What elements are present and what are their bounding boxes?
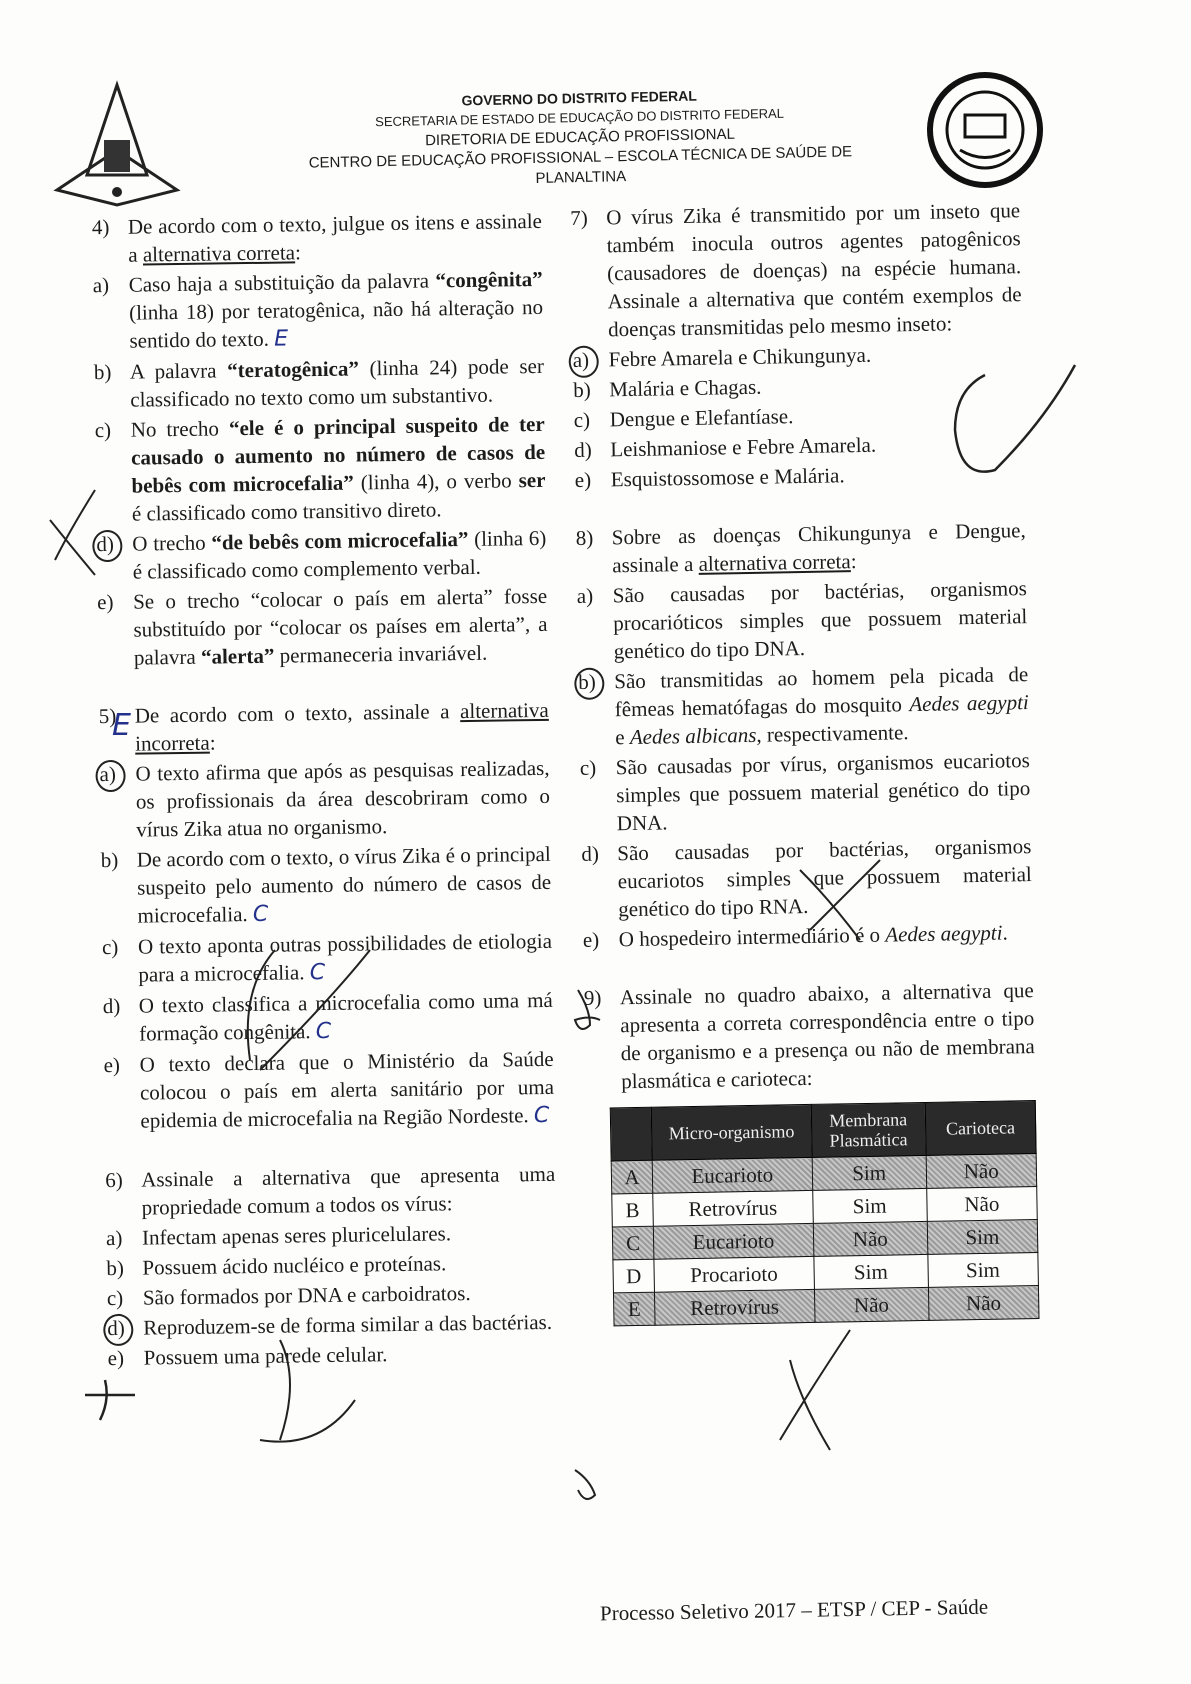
row-letter: D [613,1259,655,1293]
school-seal-icon [920,70,1050,190]
option-text: Dengue e Elefantíase. [609,404,794,432]
cell-karyotheca: Sim [927,1220,1038,1255]
question-stem: De acordo com o texto, assinale a alternativa incorreta: [134,697,549,756]
option-text: Possuem uma parede celular. [143,1342,388,1370]
question-6 [105,1160,558,1372]
option-letter: e) [574,467,592,492]
handwritten-mark: C [309,960,326,986]
header-membrane: Membrana Plasmática [811,1102,926,1157]
answer-circle [103,1314,133,1346]
option-letter: d) [581,841,600,866]
option-c[interactable] [107,1278,557,1312]
brasilia-emblem-icon [52,80,182,210]
option-letter: d) [107,1314,143,1342]
cell-organism: Eucarioto [653,1223,813,1259]
option-b[interactable] [578,660,1029,752]
row-letter: E [613,1292,655,1326]
row-letter: A [611,1160,653,1194]
option-text: Infectam apenas seres pluricelulares. [141,1221,452,1250]
option-letter: c) [94,417,112,443]
option-letter: b) [573,377,591,402]
cell-organism: Retrovírus [654,1289,814,1325]
organism-table [610,1100,1040,1326]
option-text: Possuem ácido nucléico e proteínas. [142,1251,447,1280]
option-letter: d) [574,437,592,462]
cell-organism: Retrovírus [653,1190,813,1226]
footer-text: Processo Seletivo 2017 – ETSP / CEP - Saúde [599,1594,989,1626]
option-letter: e) [107,1345,125,1371]
option-text: De acordo com o texto, o vírus Zika é o principal suspeito pelo aumento do número de casos de microcefalia. C [136,841,552,928]
header-line-3: DIRETORIA DE EDUCAÇÃO PROFISSIONAL [424,125,736,150]
option-c[interactable] [102,927,553,990]
option-text: São formados por DNA e carboidratos. [142,1281,471,1310]
handwritten-mark: C [252,901,269,928]
option-letter: a) [105,1225,123,1251]
option-b[interactable] [94,352,545,414]
option-letter: e) [96,589,114,615]
option-text: Esquistossomose e Malária. [610,463,845,492]
option-text: O texto classifica a microcefalia como uma má formação congênita. C [138,987,553,1046]
cell-karyotheca: Não [926,1154,1037,1189]
question-number: 8) [575,525,594,550]
option-letter: d) [102,993,121,1019]
option-text: O texto aponta outras possibilidades de etiologia para a microcefalia. C [137,928,553,987]
option-text: Reproduzem-se de forma similar a das bactérias. [143,1309,553,1340]
option-text: São transmitidas ao homem pela picada de fêmeas hematófagas do mosquito Aedes aegypti e Aedes albicans, respectivamente. [614,662,1029,750]
question-7 [570,196,1025,494]
option-letter: a) [572,345,608,374]
option-e[interactable] [108,1338,558,1372]
question-stem: De acordo com o texto, julgue os itens e assinale a alternativa correta: [127,208,543,267]
header-text [279,82,881,195]
option-letter: e) [582,927,600,952]
question-4 [92,207,548,672]
option-text: Malária e Chagas. [609,374,762,402]
header-letter [610,1107,652,1161]
cell-membrane: Sim [812,1155,927,1190]
question-number: 4) [91,214,110,240]
page-header [0,80,1191,200]
cell-karyotheca: Sim [928,1253,1039,1288]
question-stem: O vírus Zika é transmitido por um inseto que também inocula outros agentes patogênicos (causadores de doenças) na espécie humana. Assinale a alternativa que contém exemplos de doenças transmitidas pelo mesmo inseto: [606,198,1022,342]
option-letter: b) [106,1255,125,1281]
option-text: O hospedeiro intermediário é o Aedes aegypti. [618,920,1008,952]
option-e[interactable] [103,1045,554,1136]
left-column [92,207,559,1402]
cell-karyotheca: Não [926,1187,1037,1222]
option-text: Caso haja a substituição da palavra “congênita” (linha 18) por teratogênica, não há alteração no sentido do texto. E [128,266,544,353]
option-text: São causadas por bactérias, organismos procarióticos simples que possuem material genético do tipo DNA. [612,576,1028,664]
right-column [570,196,1040,1357]
option-text: O texto declara que o Ministério da Saúde colocou o país em alerta sanitário por uma epidemia de microcefalia na Região Nordeste. C [139,1046,555,1133]
option-b[interactable] [106,1248,556,1282]
cell-membrane: Não [813,1221,928,1256]
handwritten-mark: C [533,1102,550,1129]
option-letter: c) [579,755,597,780]
option-a[interactable] [577,574,1028,666]
option-e[interactable] [575,458,1025,494]
table-row[interactable] [613,1286,1039,1326]
option-text: Se o trecho “colocar o país em alerta” fosse substituído por “colocar os países em alerta”, a palavra “alerta” permaneceria invariável. [132,583,548,670]
option-a[interactable] [93,265,544,356]
table-header-row [610,1101,1036,1161]
handwritten-mark: E [273,326,289,352]
cell-organism: Eucarioto [652,1157,812,1193]
option-text: Febre Amarela e Chikungunya. [608,342,872,372]
option-text: São causadas por bactérias, organismos eucariotos simples que possuem material genético do tipo RNA. [617,834,1032,922]
option-c[interactable] [580,746,1031,838]
option-d[interactable] [581,832,1032,924]
option-d[interactable] [103,986,554,1049]
option-letter: c) [101,934,119,960]
option-c[interactable] [95,410,547,528]
option-e[interactable] [97,582,548,672]
cell-organism: Procarioto [654,1256,814,1292]
answer-circle [574,667,605,700]
option-letter: b) [93,359,112,385]
question-number: 7) [570,205,588,231]
option-letter: a) [576,583,594,608]
question-9 [584,976,1040,1327]
option-e[interactable] [583,918,1033,954]
question-5 [99,696,555,1136]
question-number: 9) [583,985,602,1010]
option-letter: b) [578,667,615,752]
option-d[interactable] [107,1308,557,1342]
question-number: 6) [105,1167,123,1193]
header-karyotheca: Carioteca [925,1101,1036,1156]
option-text: No trecho “ele é o principal suspeito de ter causado o aumento no número de casos de bebês com microcefalia” (linha 4), o verbo ser é classificado como transitivo direto. [130,411,546,526]
option-letter: d) [96,530,133,586]
option-text: O trecho “de bebês com microcefalia” (linha 6) é classificado como complemento verbal. [132,525,547,584]
option-text: A palavra “teratogênica” (linha 24) pode ser classificado no texto como um substantivo. [129,353,545,412]
option-a[interactable] [106,1218,556,1252]
row-letter: B [612,1193,654,1227]
option-d[interactable] [96,524,547,586]
option-letter: a) [92,272,110,298]
cell-membrane: Sim [814,1254,929,1289]
option-letter: c) [106,1285,124,1311]
option-text: São causadas por vírus, organismos eucariotos simples que possuem material genético do tipo DNA. [615,748,1031,836]
header-organism: Micro-organismo [651,1104,812,1160]
cell-membrane: Não [814,1287,929,1322]
option-text: Leishmaniose e Febre Amarela. [610,432,877,462]
answer-circle [95,760,125,792]
option-a[interactable] [99,754,550,844]
question-number: 5) [98,703,117,729]
option-letter: e) [103,1052,121,1078]
question-stem: Assinale no quadro abaixo, a alternativa que apresenta a correta correspondência entre o tipo de organismo e a presença ou não de membrana plasmática e carioteca: [619,978,1035,1094]
cell-membrane: Sim [812,1188,927,1223]
option-text: O texto afirma que após as pesquisas realizadas, os profissionais da área descobriram como o vírus Zika atua no organismo. [135,755,551,842]
header-line-4: CENTRO DE EDUCAÇÃO PROFISSIONAL – ESCOLA TÉCNICA DE SAÚDE DE PLANALTINA [308,143,853,187]
option-b[interactable] [101,840,552,931]
question-stem: Assinale a alternativa que apresenta uma propriedade comum a todos os vírus: [141,1161,556,1220]
handwritten-mark: C [315,1018,332,1045]
row-letter: C [612,1226,654,1260]
handwritten-b-mark [575,1470,595,1499]
question-8 [576,516,1033,954]
answer-circle [568,346,599,379]
option-letter: c) [573,407,591,432]
option-letter: b) [100,847,119,873]
handwritten-e-mark: E [112,708,131,743]
answer-circle [92,530,122,562]
cell-karyotheca: Não [928,1286,1039,1321]
question-stem: Sobre as doenças Chikungunya e Dengue, assinale a alternativa correta: [611,518,1026,578]
option-letter: a) [99,760,136,844]
header-line-2: SECRETARIA DE ESTADO DE EDUCAÇÃO DO DISTRITO FEDERAL [375,105,785,130]
header-line-1: GOVERNO DO DISTRITO FEDERAL [461,87,698,109]
cross-mark-icon [50,490,95,575]
